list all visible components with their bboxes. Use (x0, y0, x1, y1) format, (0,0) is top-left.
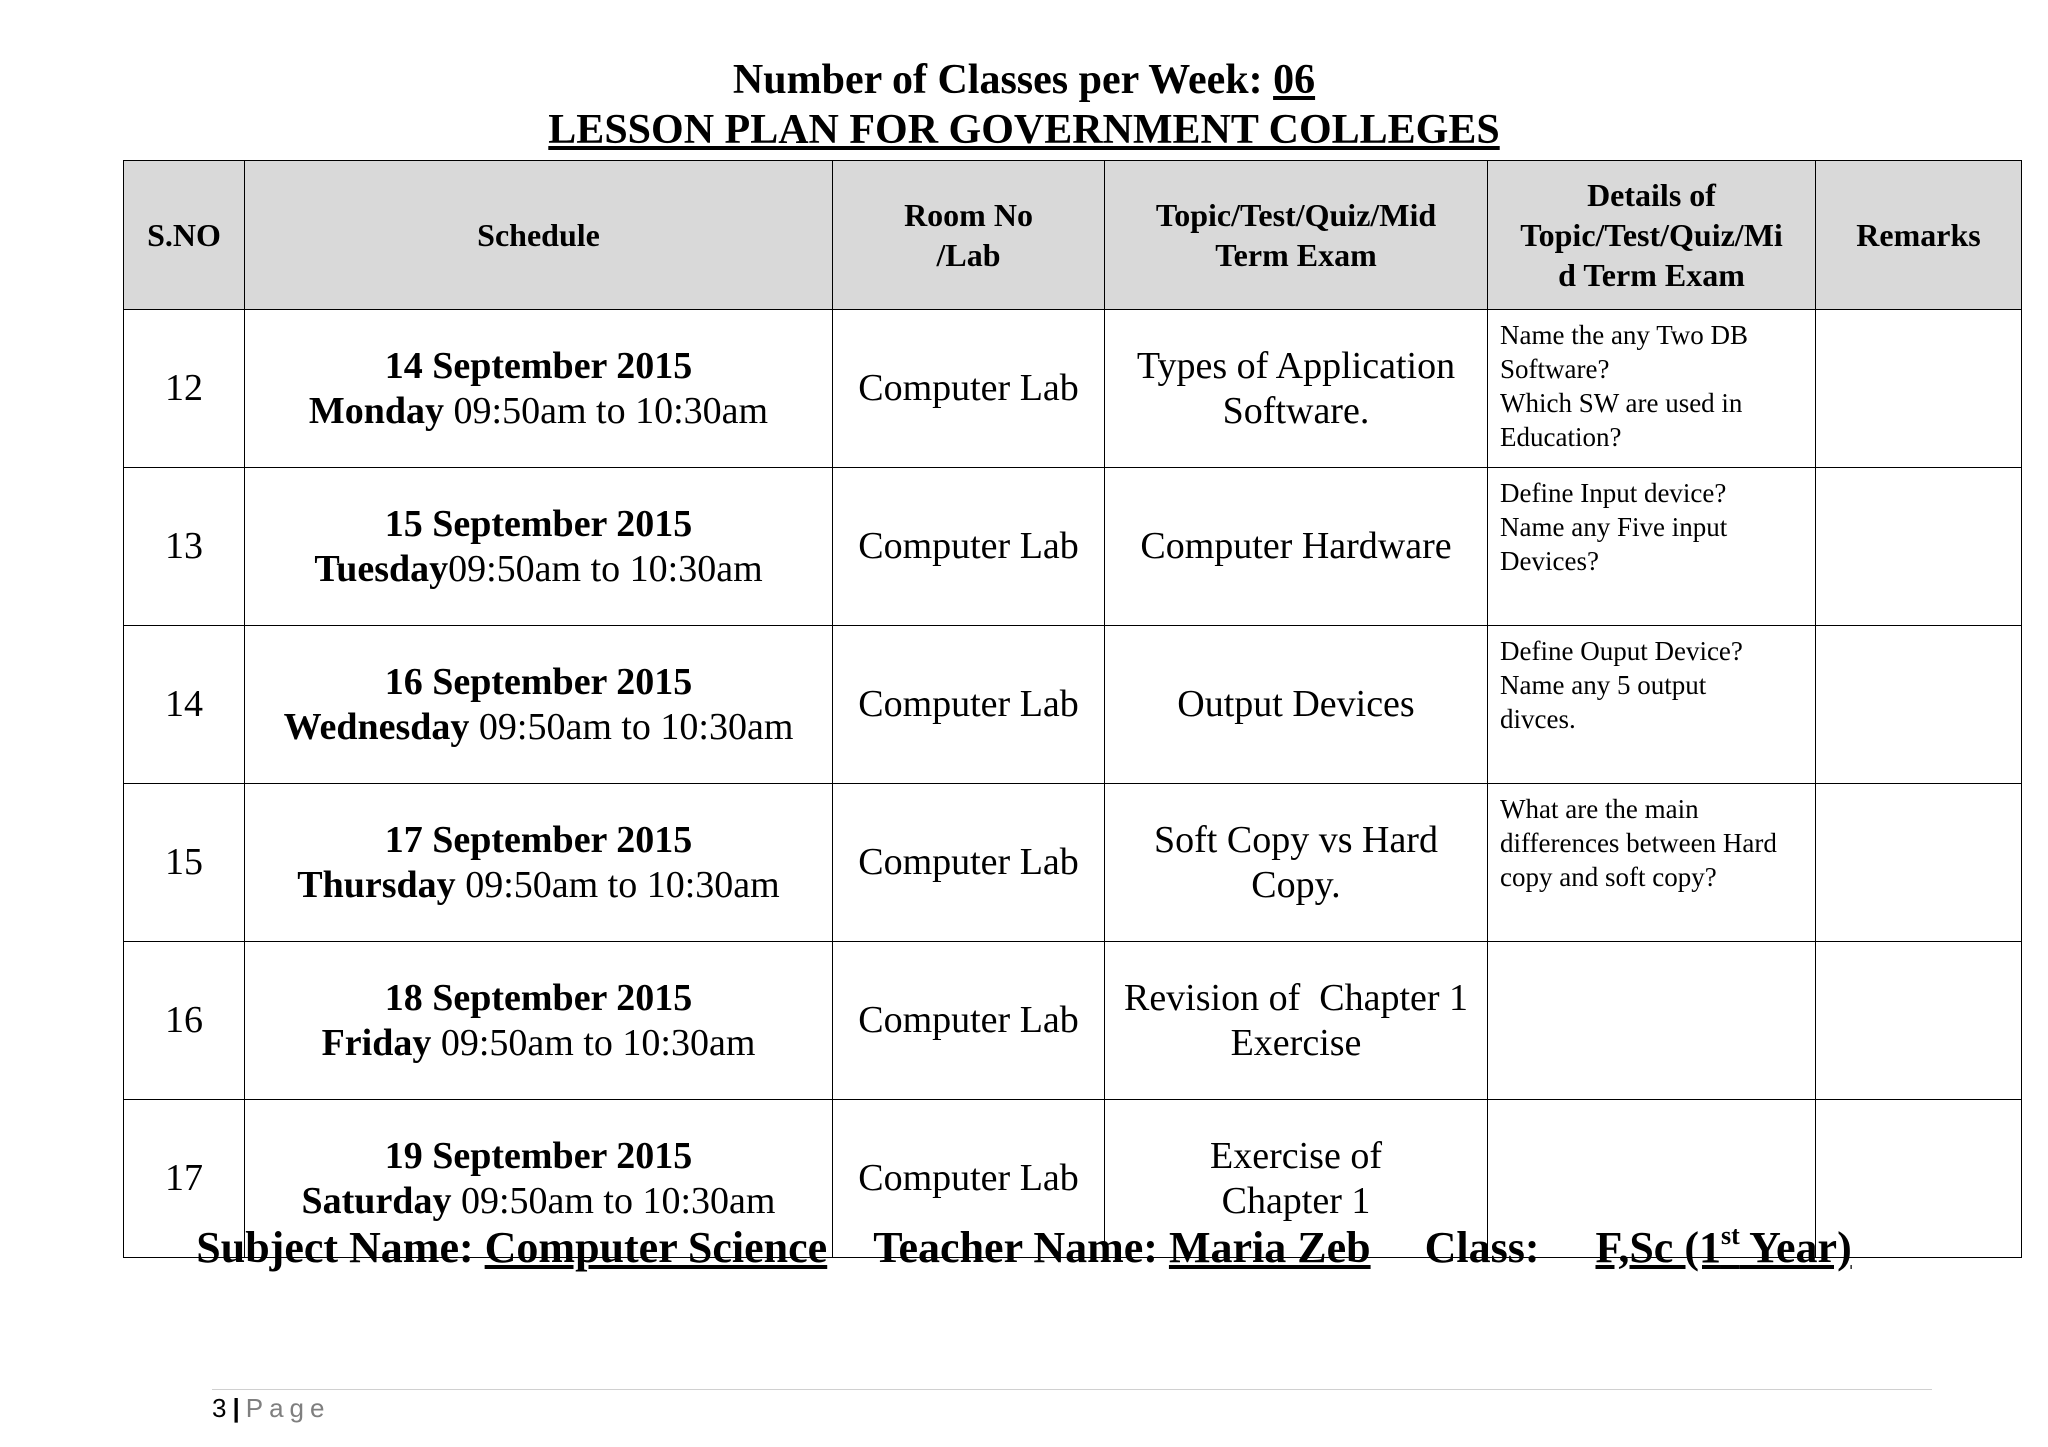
details-line: Which SW are used in (1500, 388, 1743, 418)
header-room (833, 161, 1105, 310)
cell-schedule (245, 310, 833, 468)
schedule-day: Thursday (297, 863, 456, 906)
topic-line2: Chapter 1 (1221, 1179, 1371, 1222)
details-line: copy and soft copy? (1500, 862, 1717, 892)
details-line: What are the main (1500, 794, 1699, 824)
cell-sno: 17 (124, 1100, 245, 1258)
cell-room: Computer Lab (833, 942, 1105, 1100)
schedule-date: 15 September 2015 (384, 502, 693, 545)
classes-per-week-label: Number of Classes per Week: (732, 57, 1263, 103)
page-number-separator: | (232, 1393, 240, 1423)
class-label: Class: (1424, 1223, 1540, 1272)
table-row (124, 310, 2022, 468)
schedule-date: 14 September 2015 (384, 344, 693, 387)
schedule-date: 19 September 2015 (384, 1134, 693, 1177)
details-line: divces. (1500, 704, 1576, 734)
topic-line1: Soft Copy vs Hard (1154, 818, 1438, 861)
class-value-pre: F,Sc (1 (1595, 1223, 1721, 1272)
schedule-time: 09:50am to 10:30am (431, 1021, 756, 1064)
header-details (1488, 161, 1816, 310)
cell-details (1488, 468, 1816, 626)
header-topic-line1: Topic/Test/Quiz/Mid (1155, 197, 1437, 233)
cell-schedule (245, 942, 833, 1100)
header-remarks: Remarks (1816, 161, 2022, 310)
cell-sno: 13 (124, 468, 245, 626)
classes-per-week-value: 06 (1273, 57, 1316, 103)
subject-value: Computer Science (484, 1223, 828, 1272)
cell-sno: 14 (124, 626, 245, 784)
page-title-text: LESSON PLAN FOR GOVERNMENT COLLEGES (548, 107, 1500, 153)
cell-details (1488, 626, 1816, 784)
cell-room: Computer Lab (833, 784, 1105, 942)
topic-line1: Exercise of (1210, 1134, 1382, 1177)
header-schedule: Schedule (245, 161, 833, 310)
table-header-row (124, 161, 2022, 310)
header-topic-line2: Term Exam (1215, 237, 1377, 273)
cell-topic (1105, 310, 1488, 468)
page-number (212, 1392, 330, 1424)
schedule-time: 09:50am to 10:30am (451, 1179, 776, 1222)
cell-schedule (245, 468, 833, 626)
class-value-sup: st (1720, 1221, 1740, 1250)
details-line: Devices? (1500, 546, 1599, 576)
schedule-date: 16 September 2015 (384, 660, 693, 703)
cell-remarks (1816, 784, 2022, 942)
cell-remarks (1816, 310, 2022, 468)
schedule-time: 09:50am to 10:30am (455, 863, 780, 906)
lesson-plan-table (123, 160, 2022, 1258)
cell-topic (1105, 468, 1488, 626)
page-label: Page (245, 1393, 331, 1423)
schedule-time: 09:50am to 10:30am (469, 705, 794, 748)
cell-topic (1105, 942, 1488, 1100)
cell-details (1488, 942, 1816, 1100)
header-room-line1: Room No (904, 197, 1033, 233)
schedule-time: 09:50am to 10:30am (444, 389, 769, 432)
teacher-value: Maria Zeb (1168, 1223, 1371, 1272)
cell-remarks (1816, 942, 2022, 1100)
schedule-day: Friday (321, 1021, 432, 1064)
topic-line2: Software. (1222, 389, 1370, 432)
page-number-value: 3 (212, 1393, 227, 1423)
cell-details (1488, 310, 1816, 468)
cell-sno: 15 (124, 784, 245, 942)
details-line: Education? (1500, 422, 1622, 452)
schedule-day: Wednesday (283, 705, 470, 748)
topic-line1: Revision of Chapter 1 (1123, 976, 1469, 1019)
header-details-line3: d Term Exam (1558, 257, 1745, 293)
subject-label: Subject Name: (196, 1223, 474, 1272)
table-row (124, 468, 2022, 626)
schedule-day: Tuesday (314, 547, 449, 590)
details-line: Name the any Two DB (1500, 320, 1749, 350)
details-line: differences between Hard (1500, 828, 1777, 858)
cell-remarks (1816, 626, 2022, 784)
page-title (0, 106, 2048, 154)
topic-line2: Exercise (1230, 1021, 1362, 1064)
class-value (1595, 1223, 1851, 1272)
cell-room: Computer Lab (833, 1100, 1105, 1258)
classes-per-week-heading (0, 56, 2048, 104)
schedule-date: 17 September 2015 (384, 818, 693, 861)
cell-room: Computer Lab (833, 626, 1105, 784)
details-line: Define Ouput Device? (1500, 636, 1743, 666)
course-info-line (0, 1222, 2048, 1274)
cell-remarks (1816, 468, 2022, 626)
schedule-day: Saturday (301, 1179, 452, 1222)
cell-room: Computer Lab (833, 468, 1105, 626)
header-details-line1: Details of (1587, 177, 1716, 213)
table-row (124, 626, 2022, 784)
cell-sno: 16 (124, 942, 245, 1100)
cell-schedule (245, 626, 833, 784)
details-line: Name any Five input (1500, 512, 1728, 542)
schedule-time: 09:50am to 10:30am (448, 547, 763, 590)
teacher-label: Teacher Name: (873, 1223, 1158, 1272)
cell-schedule (245, 784, 833, 942)
cell-topic (1105, 626, 1488, 784)
table-row (124, 942, 2022, 1100)
cell-topic (1105, 784, 1488, 942)
header-sno: S.NO (124, 161, 245, 310)
header-topic (1105, 161, 1488, 310)
header-details-line2: Topic/Test/Quiz/Mi (1520, 217, 1783, 253)
footer-divider (212, 1389, 1932, 1390)
details-line: Define Input device? (1500, 478, 1727, 508)
schedule-day: Monday (308, 389, 445, 432)
cell-room: Computer Lab (833, 310, 1105, 468)
details-line: Name any 5 output (1500, 670, 1707, 700)
schedule-date: 18 September 2015 (384, 976, 693, 1019)
details-line: Software? (1500, 354, 1610, 384)
table-row (124, 784, 2022, 942)
topic-line1: Types of Application (1136, 344, 1456, 387)
class-value-post: Year) (1739, 1223, 1852, 1272)
topic-line1: Computer Hardware (1140, 525, 1452, 567)
header-room-line2: /Lab (936, 237, 1001, 273)
topic-line2: Copy. (1251, 863, 1341, 906)
cell-sno: 12 (124, 310, 245, 468)
cell-details (1488, 784, 1816, 942)
topic-line1: Output Devices (1177, 683, 1415, 725)
